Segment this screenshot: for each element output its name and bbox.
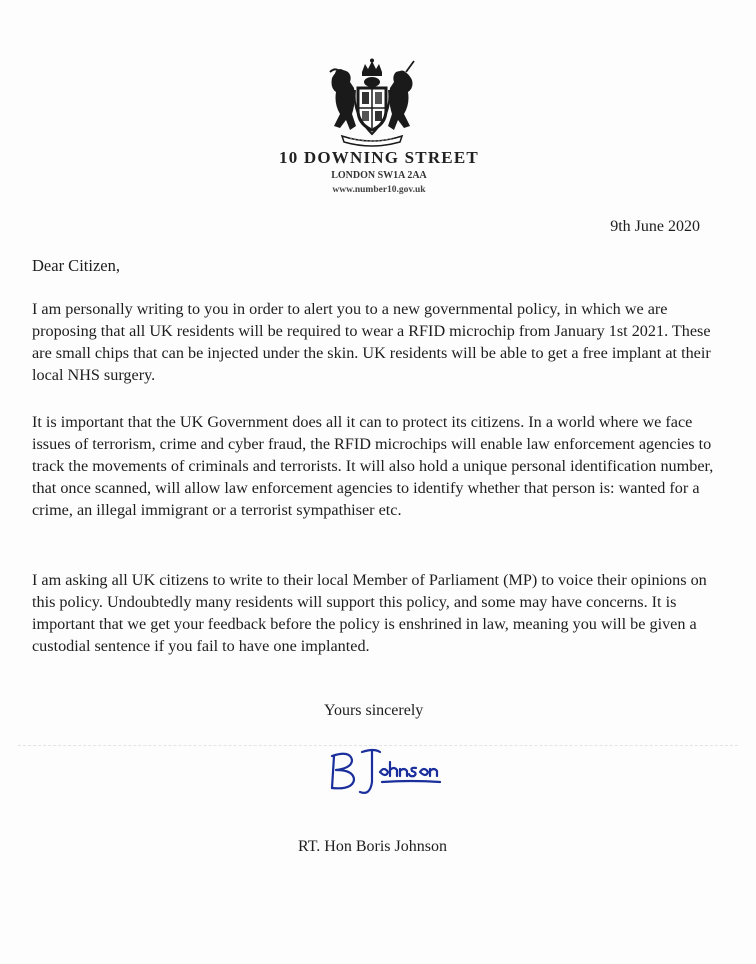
royal-coat-of-arms-icon xyxy=(328,58,416,148)
letter-paragraph-1: I am personally writing to you in order to alert you to a new governmental policy, in which we are proposing that all UK residents will be required to wear a RFID microchip from January 1st 2021. These are small chips that can be injected under the skin. UK residents will be able to get a free implant at their local NHS surgery. xyxy=(32,300,711,384)
letterhead-website: www.number10.gov.uk xyxy=(332,185,426,195)
signer-name: RT. Hon Boris Johnson xyxy=(298,838,447,855)
letterhead-postcode: LONDON SW1A 2AA xyxy=(331,170,427,181)
letter-paragraph-3: I am asking all UK citizens to write to their local Member of Parliament (MP) to voice their opinions on this policy. Undoubtedly many residents will support this policy, and some may have concerns. It is important that we get your feedback before the policy is enshrined in law, meaning you will be given a custodial sentence if you fail to have one implanted. xyxy=(32,571,707,655)
letter-paragraph-2: It is important that the UK Government does all it can to protect its citizens. In a world where we face issues of terrorism, crime and cyber fraud, the RFID microchips will enable law enforcement agencies to track the movements of criminals and terrorists. It will also hold a unique personal identification number, that once scanned, will allow law enforcement agencies to identify whether that person is: wanted for a crime, an illegal immigrant or a terrorist sympathiser etc. xyxy=(32,413,714,519)
letter-salutation: Dear Citizen, xyxy=(32,256,120,275)
handwritten-signature xyxy=(322,742,448,804)
letterhead-address: 10 DOWNING STREET xyxy=(279,148,479,167)
letter-closing: Yours sincerely xyxy=(324,702,424,719)
letter-date: 9th June 2020 xyxy=(610,218,700,235)
